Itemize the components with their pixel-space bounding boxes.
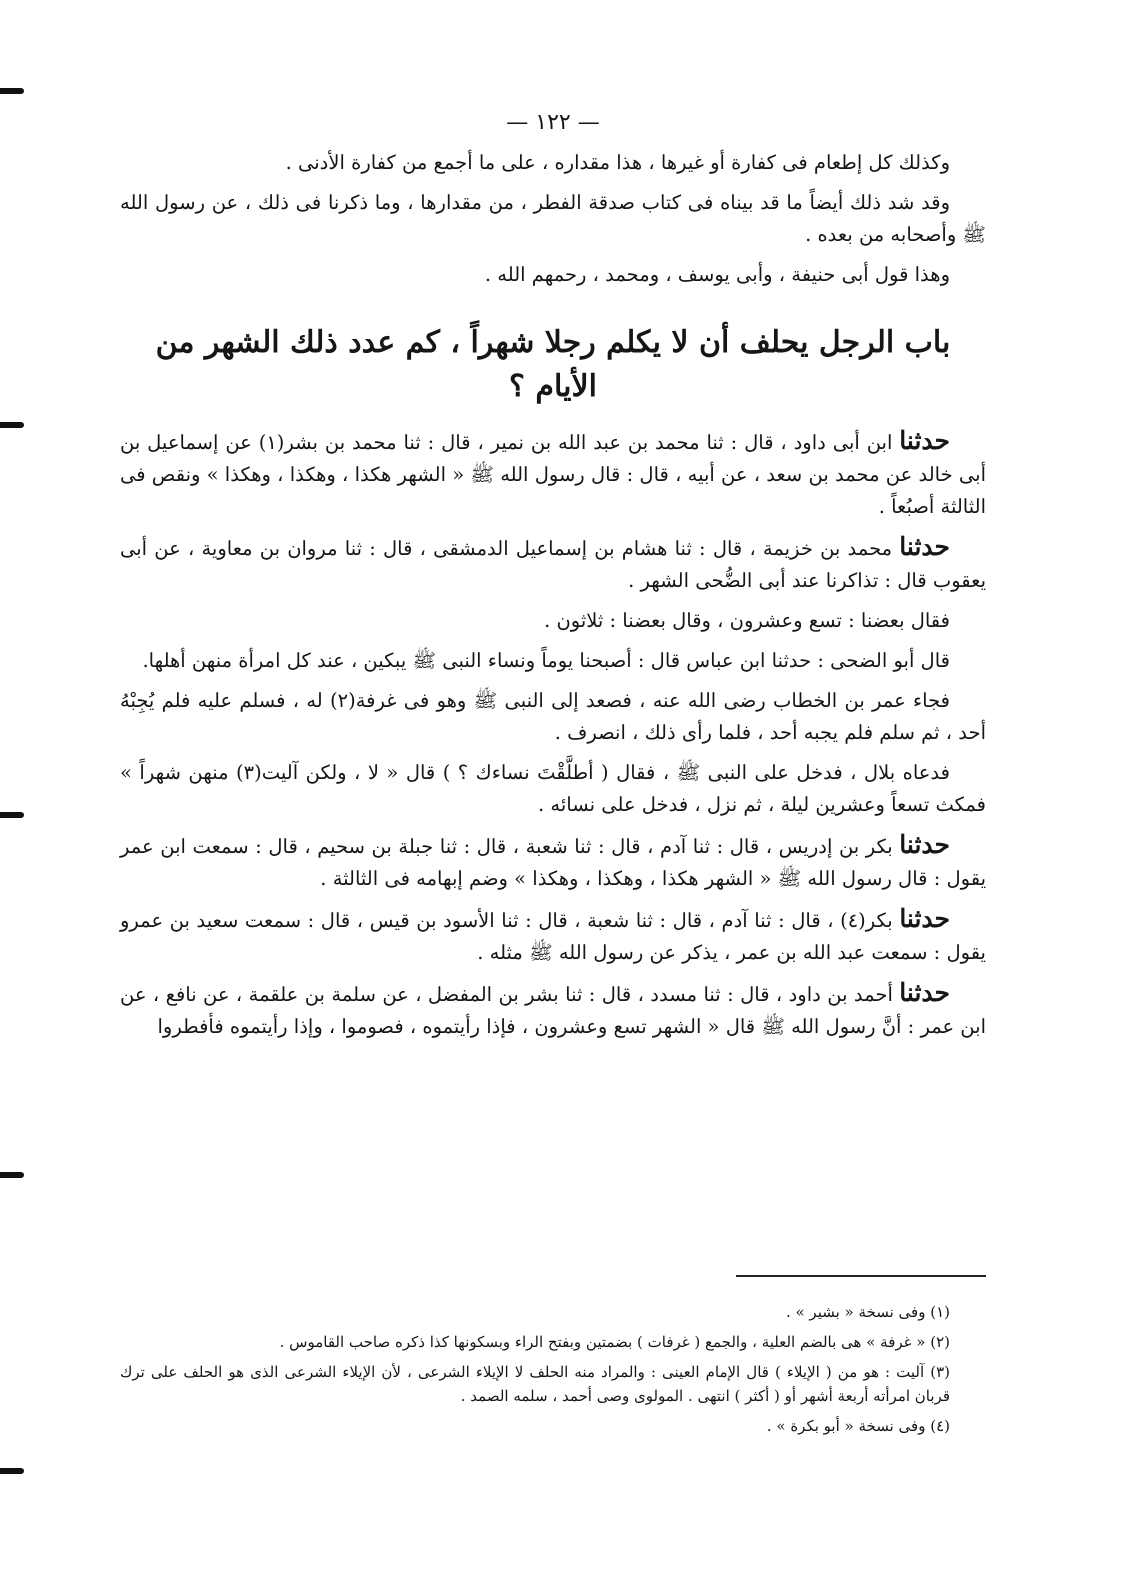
page-body — [120, 110, 986, 1051]
paragraph: قال أبو الضحى : حدثنا ابن عباس قال : أصبحنا يوماً ونساء النبى ﷺ يبكين ، عند كل امرأة منهن أهلها. — [142, 649, 950, 672]
footnote-separator — [736, 1275, 986, 1277]
footnote: (٣) آليت : هو من ( الإيلاء ) قال الإمام العينى : والمراد منه الحلف لا الإيلاء الشرعى ، لأن الإيلاء الشرعى الذى هو الحلف على ترك قربان امرأته أربعة أشهر أو ( أكثر ) انتهى . المولوى وصى أحمد ، سلمه الصمد . — [120, 1363, 950, 1405]
paragraph: وقد شد ذلك أيضاً ما قد بيناه فى كتاب صدقة الفطر ، من مقدارها ، وما ذكرنا فى ذلك ، عن رسول الله ﷺ وأصحابه من بعده . — [120, 191, 986, 246]
footnote: (٤) وفى نسخة « أبو بكرة » . — [766, 1417, 950, 1435]
paragraph: وهذا قول أبى حنيفة ، وأبى يوسف ، ومحمد ، رحمهم الله . — [484, 263, 950, 286]
footnote: (٢) « غرفة » هى بالضم العلية ، والجمع ( غرفات ) بضمتين وبفتح الراء وبسكونها كذا ذكره صاحب القاموس . — [279, 1333, 950, 1351]
paragraph: وكذلك كل إطعام فى كفارة أو غيرها ، هذا مقداره ، على ما أجمع من كفارة الأدنى . — [285, 151, 950, 174]
footnote: (١) وفى نسخة « بشير » . — [785, 1303, 950, 1321]
margin-mark — [0, 1468, 24, 1474]
hadith-paragraph: حدثنا ابن أبى داود ، قال : ثنا محمد بن عبد الله بن نمير ، قال : ثنا محمد بن بشر(١) عن إسماعيل بن أبى خالد عن محمد بن سعد ، عن أبيه ، قال : قال رسول الله ﷺ « الشهر هكذا ، وهكذا ، وهكذا » ونقص فى الثالثة أصبُعاً . — [120, 426, 986, 518]
page-number: — ١٢٢ — — [506, 110, 600, 135]
hadith-paragraph: حدثنا أحمد بن داود ، قال : ثنا مسدد ، قال : ثنا بشر بن المفضل ، عن سلمة بن علقمة ، عن نافع ، عن ابن عمر : أنَّ رسول الله ﷺ قال « الشهر تسع وعشرون ، فإذا رأيتموه ، فصوموا ، وإذا رأيتموه فأفطروا — [120, 978, 986, 1038]
margin-mark — [0, 1172, 24, 1178]
footnotes — [120, 1300, 986, 1444]
paragraph: فجاء عمر بن الخطاب رضى الله عنه ، فصعد إلى النبى ﷺ وهو فى غرفة(٢) له ، فسلم عليه فلم يُجِبْهُ أحد ، ثم سلم فلم يجبه أحد ، فلما رأى ذلك ، انصرف . — [120, 689, 986, 744]
hadith-paragraph: حدثنا بكر(٤) ، قال : ثنا آدم ، قال : ثنا شعبة ، قال : ثنا الأسود بن قيس ، قال : سمعت سعيد بن عمرو يقول : سمعت عبد الله بن عمر ، يذكر عن رسول الله ﷺ مثله . — [120, 904, 986, 964]
hadith-paragraph: حدثنا بكر بن إدريس ، قال : ثنا آدم ، قال : ثنا شعبة ، قال : ثنا جبلة بن سحيم ، قال : سمعت ابن عمر يقول : قال رسول الله ﷺ « الشهر هكذا ، وهكذا ، وهكذا » وضم إبهامه فى الثالثة . — [120, 830, 986, 890]
margin-mark — [0, 422, 24, 428]
margin-mark — [0, 812, 24, 818]
paragraph: فقال بعضنا : تسع وعشرون ، وقال بعضنا : ثلاثون . — [544, 609, 950, 632]
chapter-heading: باب الرجل يحلف أن لا يكلم رجلا شهراً ، كم عدد ذلك الشهر من الأيام ؟ — [155, 325, 951, 404]
hadith-paragraph: حدثنا محمد بن خزيمة ، قال : ثنا هشام بن إسماعيل الدمشقى ، قال : ثنا مروان بن معاوية ، عن أبى يعقوب قال : تذاكرنا عند أبى الضُّحى الشهر . — [120, 532, 986, 592]
paragraph: فدعاه بلال ، فدخل على النبى ﷺ ، فقال ( أطلَّقْتَ نساءك ؟ ) قال « لا ، ولكن آليت(٣) منهن شهراً » فمكث تسعاً وعشرين ليلة ، ثم نزل ، فدخل على نسائه . — [120, 761, 986, 816]
margin-mark — [0, 88, 24, 94]
